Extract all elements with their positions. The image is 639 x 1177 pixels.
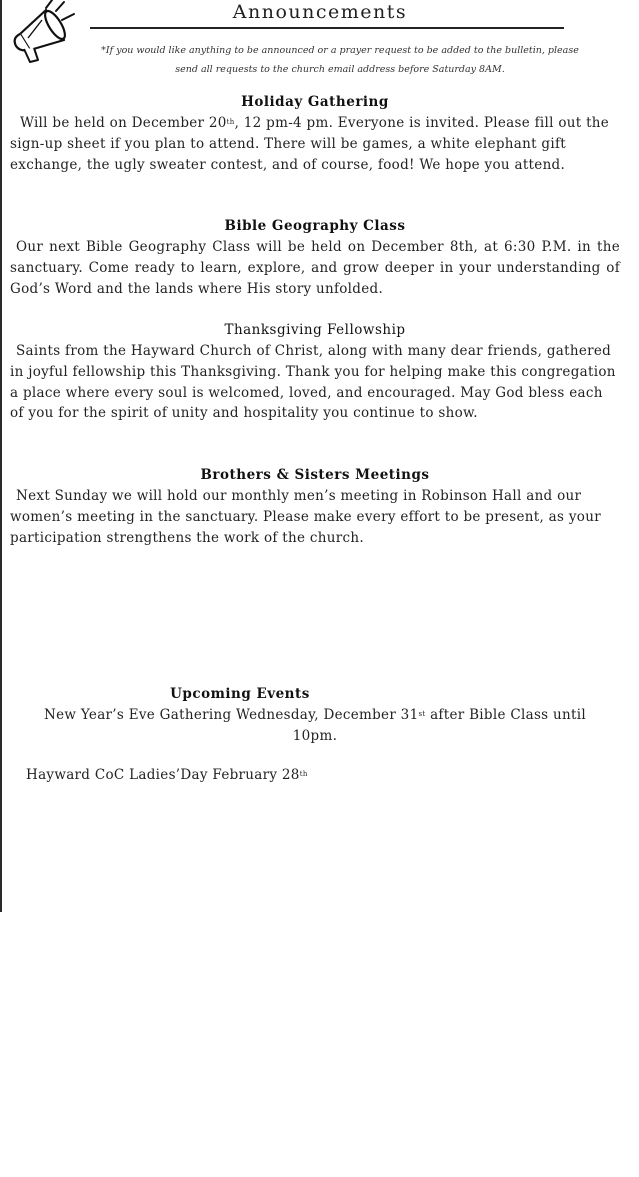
holiday-gathering-heading: Holiday Gathering [241,94,389,110]
bible-geography-heading: Bible Geography Class [224,218,406,234]
notice-line: *If you would like anything to be announced or a prayer request to be added to the bulletin, please [101,45,579,56]
meetings-heading: Brothers & Sisters Meetings [200,467,430,483]
new-years-eve-event: New Year’s Eve Gathering Wednesday, December 31st after Bible Class until 10pm. [44,707,586,744]
thanksgiving-section [10,320,620,424]
page-left-border [0,0,2,912]
meetings-section [10,465,620,548]
holiday-gathering-section [10,92,620,175]
thanksgiving-body: Saints from the Hayward Church of Christ, along with many dear friends, gathered in joyful fellowship this Thanksgiving. Thank you for helping make this congregation a place where every soul is welcomed, loved, and encouraged. May God bless each of you for the spirit of unity and hospitality you continue to show. [10,343,616,422]
upcoming-events-heading: Upcoming Events [170,686,310,702]
ladies-day-event: Hayward CoC Ladies’Day February 28th [26,767,308,783]
submission-notice [60,41,620,79]
notice-line: send all requests to the church email address before Saturday 8AM. [175,64,505,75]
title-underline [90,27,564,29]
meetings-body: Next Sunday we will hold our monthly men’s meeting in Robinson Hall and our women’s meeting in the sanctuary. Please make every effort to be present, as your participation strengthens the work of the church. [10,488,601,546]
thanksgiving-heading: Thanksgiving Fellowship [224,322,406,338]
bible-geography-section [10,216,620,299]
page-title: Announcements [232,1,408,23]
bible-geography-body: Our next Bible Geography Class will be held on December 8th, at 6:30 P.M. in the sanctuary. Come ready to learn, explore, and grow deeper in your understanding of God’s Word and the lands where His story unfolded. [10,239,620,297]
upcoming-events-section [10,684,620,747]
holiday-gathering-body: Will be held on December 20th, 12 pm-4 pm. Everyone is invited. Please fill out the sign-up sheet if you plan to attend. There will be games, a white elephant gift exchange, the ugly sweater contest, and of course, food! We hope you attend. [10,115,610,173]
